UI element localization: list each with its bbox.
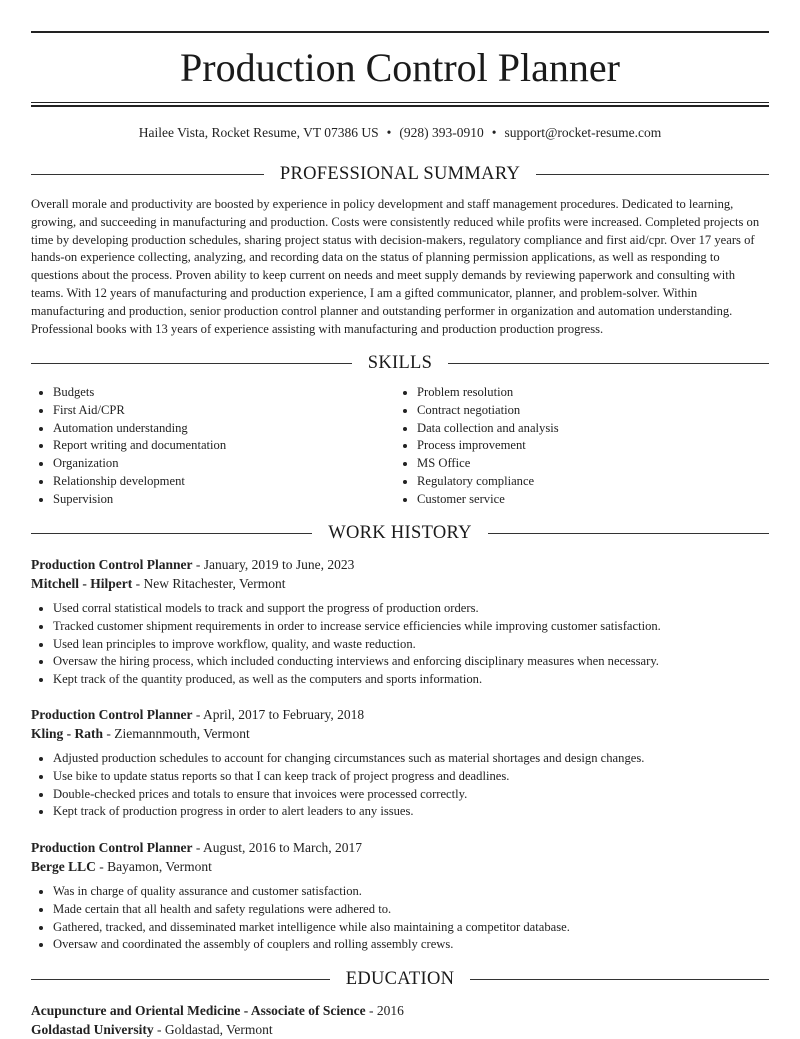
- job-dates: - August, 2016 to March, 2017: [192, 840, 363, 855]
- job-company-line: [31, 574, 769, 593]
- skill-item: Report writing and documentation: [31, 437, 391, 455]
- skill-item: Regulatory compliance: [395, 473, 755, 491]
- job-bullets: [31, 600, 769, 689]
- job-title: Production Control Planner: [31, 707, 193, 722]
- section-header-education: [31, 967, 769, 991]
- skill-item: Customer service: [395, 491, 755, 509]
- skill-item: Process improvement: [395, 437, 755, 455]
- skill-item: Organization: [31, 455, 391, 473]
- education-school: Goldastad University: [31, 1022, 154, 1037]
- education-location: - Goldastad, Vermont: [153, 1022, 273, 1037]
- section-title-skills: SKILLS: [367, 352, 433, 373]
- job-bullets: [31, 750, 769, 821]
- section-title-summary: PROFESSIONAL SUMMARY: [279, 163, 521, 184]
- job-bullet: Made certain that all health and safety regulations were adhered to.: [31, 901, 769, 919]
- skill-item: MS Office: [395, 455, 755, 473]
- job-company: Berge LLC: [31, 859, 96, 874]
- education-degree: Acupuncture and Oriental Medicine - Associate of Science: [31, 1003, 366, 1018]
- job-title: Production Control Planner: [31, 840, 193, 855]
- section-header-work: [31, 521, 769, 545]
- skill-item: Data collection and analysis: [395, 420, 755, 438]
- job-bullet: Gathered, tracked, and disseminated market intelligence while also maintaining a competitor database.: [31, 919, 769, 937]
- education-school-line: [31, 1020, 769, 1039]
- job-bullet: Oversaw the hiring process, which included conducting interviews and enforcing disciplinary measures when necessary.: [31, 653, 769, 671]
- skill-item: Relationship development: [31, 473, 391, 491]
- education-degree-line: [31, 1001, 769, 1020]
- contact-email: support@rocket-resume.com: [504, 125, 662, 140]
- skill-item: Automation understanding: [31, 420, 391, 438]
- job-bullet: Tracked customer shipment requirements in order to increase service efficiencies while improving customer satisfaction.: [31, 618, 769, 636]
- job-company-line: [31, 724, 769, 743]
- job-bullet: Kept track of the quantity produced, as well as the computers and sports information.: [31, 671, 769, 689]
- section-rule-right: [536, 174, 769, 175]
- job-entry: [31, 838, 769, 954]
- education-entry: [31, 1001, 769, 1039]
- job-dates: - January, 2019 to June, 2023: [192, 557, 355, 572]
- section-rule-right: [448, 363, 769, 364]
- education-year: - 2016: [365, 1003, 404, 1018]
- job-role-line: [31, 555, 769, 574]
- skill-item: Problem resolution: [395, 384, 755, 402]
- job-entry: [31, 705, 769, 821]
- job-bullet: Oversaw and coordinated the assembly of couplers and rolling assembly crews.: [31, 936, 769, 954]
- skill-item: First Aid/CPR: [31, 402, 391, 420]
- skill-item: Supervision: [31, 491, 391, 509]
- job-bullets: [31, 883, 769, 954]
- contact-separator: •: [491, 125, 497, 140]
- skills-list-left: [31, 384, 391, 509]
- skills-list-right: [395, 384, 755, 509]
- job-bullet: Used corral statistical models to track and support the progress of production orders.: [31, 600, 769, 618]
- section-title-work: WORK HISTORY: [328, 522, 472, 543]
- resume-title: Production Control Planner: [180, 45, 620, 90]
- job-company: Kling - Rath: [31, 726, 104, 741]
- job-role-line: [31, 705, 769, 724]
- section-rule-right: [488, 533, 769, 534]
- skill-item: Budgets: [31, 384, 391, 402]
- job-company: Mitchell - Hilpert: [31, 576, 133, 591]
- job-bullet: Adjusted production schedules to account for changing circumstances such as material shortages and design changes.: [31, 750, 769, 768]
- section-header-skills: [31, 351, 769, 375]
- section-header-summary: [31, 162, 769, 186]
- section-rule-left: [31, 533, 312, 534]
- job-dates: - April, 2017 to February, 2018: [192, 707, 365, 722]
- job-bullet: Use bike to update status reports so that I can keep track of project progress and deadlines.: [31, 768, 769, 786]
- summary-text: Overall morale and productivity are boosted by experience in policy development and staff management procedures. Dedicated to learning, growing, and succeeding in manufacturing and production. Costs were consistently reduced while profits were increased. Completed projects on time by developing production schedules, sharing project status with decision-makers, regulatory compliance and first aid/cpr. Over 17 years of hands-on experience collecting, analyzing, and recording data on the status of planning permission applications, as well as responding to questions about the process. Proven ability to keep current on needs and meet supply demands by reviewing paperwork and consulting with teams. With 12 years of manufacturing and production experience, I am a gifted communicator, planner, and problem-solver. Within manufacturing and production, senior production control planner and outstanding performer in organization and automation understanding. Professional books with 13 years of experience assisting with manufacturing and production production progress.: [31, 197, 760, 336]
- contact-address: Hailee Vista, Rocket Resume, VT 07386 US: [138, 125, 379, 140]
- section-rule-left: [31, 363, 352, 364]
- contact-separator: •: [386, 125, 392, 140]
- job-location: - Bayamon, Vermont: [95, 859, 212, 874]
- job-bullet: Kept track of production progress in order to alert leaders to any issues.: [31, 803, 769, 821]
- top-rule: [31, 31, 769, 33]
- skill-item: Contract negotiation: [395, 402, 755, 420]
- job-bullet: Was in charge of quality assurance and customer satisfaction.: [31, 883, 769, 901]
- section-rule-left: [31, 979, 330, 980]
- section-rule-left: [31, 174, 264, 175]
- job-bullet: Double-checked prices and totals to ensure that invoices were processed correctly.: [31, 786, 769, 804]
- contact-phone: (928) 393-0910: [399, 125, 484, 140]
- job-title: Production Control Planner: [31, 557, 193, 572]
- contact-line: [31, 124, 769, 142]
- title-rule-thin: [31, 102, 769, 103]
- job-bullet: Used lean principles to improve workflow, quality, and waste reduction.: [31, 636, 769, 654]
- section-title-education: EDUCATION: [345, 968, 455, 989]
- job-role-line: [31, 838, 769, 857]
- job-company-line: [31, 857, 769, 876]
- job-entry: [31, 555, 769, 689]
- section-rule-right: [470, 979, 769, 980]
- job-location: - Ziemannmouth, Vermont: [103, 726, 250, 741]
- title-rule-thick: [31, 105, 769, 107]
- job-location: - New Ritachester, Vermont: [132, 576, 286, 591]
